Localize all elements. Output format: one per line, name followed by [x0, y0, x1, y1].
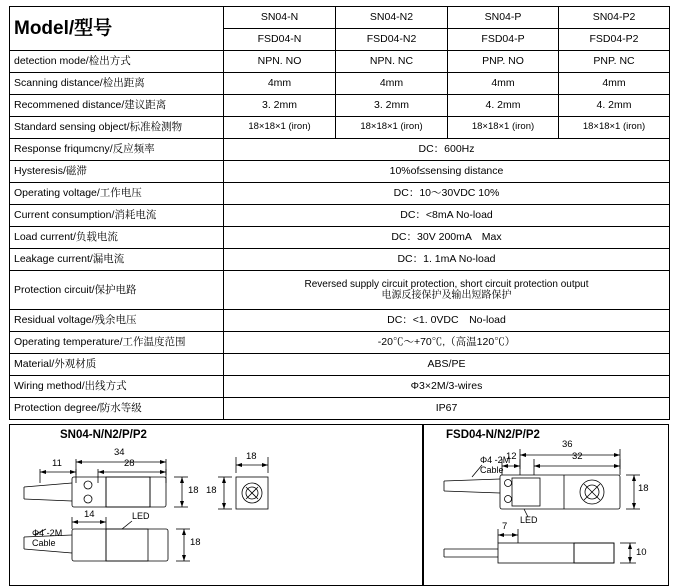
- table-row: [10, 271, 670, 310]
- table-row: [10, 117, 670, 139]
- row-label: Scanning distance/检出距离: [10, 73, 224, 95]
- row-value: DC：30V 200mA Max: [224, 227, 670, 249]
- model-column-1-bottom: FSD04-N: [224, 29, 336, 51]
- drawing-title-fsd04: FSD04-N/N2/P/P2: [446, 429, 540, 441]
- row-value: 18×18×1 (iron): [224, 117, 336, 139]
- model-column-4-bottom: FSD04-P2: [559, 29, 670, 51]
- dimension-18-top: 18: [246, 451, 257, 462]
- row-label: Current consumption/消耗电流: [10, 205, 224, 227]
- row-value: NPN. NC: [336, 51, 448, 73]
- row-label: Material/外观材质: [10, 354, 224, 376]
- table-row-model: [10, 7, 670, 29]
- row-label: detection mode/检出方式: [10, 51, 224, 73]
- datasheet-page: [0, 6, 678, 558]
- row-label: Residual voltage/残余电压: [10, 310, 224, 332]
- row-value: 4mm: [336, 73, 448, 95]
- row-value: 10%of≤sensing distance: [224, 161, 670, 183]
- model-label: Model/型号: [10, 7, 224, 51]
- row-value: IP67: [224, 398, 670, 420]
- row-label: Response friqumcny/反应频率: [10, 139, 224, 161]
- table-row: [10, 310, 670, 332]
- row-value: 4mm: [559, 73, 670, 95]
- row-value: [224, 271, 670, 310]
- row-value: 4. 2mm: [448, 95, 559, 117]
- drawing-panel-fsd04: [423, 424, 669, 586]
- model-column-3-top: SN04-P: [448, 7, 559, 29]
- dimension-32: 32: [572, 451, 583, 462]
- row-label: Recommened distance/建议距离: [10, 95, 224, 117]
- table-row: [10, 161, 670, 183]
- dimension-18-lower: 18: [190, 537, 201, 548]
- row-value: -20℃～+70℃,（高温120℃）: [224, 332, 670, 354]
- table-row: [10, 51, 670, 73]
- dimension-18-face: 18: [206, 485, 217, 496]
- drawing-area: [9, 424, 669, 586]
- table-row: [10, 205, 670, 227]
- table-row: [10, 95, 670, 117]
- row-value: DC：1. 1mA No-load: [224, 249, 670, 271]
- dimension-11: 11: [52, 458, 62, 469]
- row-label: Wiring method/出线方式: [10, 376, 224, 398]
- row-value: 4. 2mm: [559, 95, 670, 117]
- table-row: [10, 249, 670, 271]
- row-label: Protection degree/防水等级: [10, 398, 224, 420]
- model-column-4-top: SN04-P2: [559, 7, 670, 29]
- row-value: Φ3×2M/3-wires: [224, 376, 670, 398]
- dimension-10: 10: [636, 547, 647, 558]
- model-column-1-top: SN04-N: [224, 7, 336, 29]
- row-label: Leakage current/漏电流: [10, 249, 224, 271]
- drawing-panel-sn04: [9, 424, 423, 586]
- row-label: Operating voltage/工作电压: [10, 183, 224, 205]
- row-value: NPN. NO: [224, 51, 336, 73]
- row-value: 18×18×1 (iron): [336, 117, 448, 139]
- table-row: [10, 183, 670, 205]
- row-label: Standard sensing object/标准检测物: [10, 117, 224, 139]
- row-value: 4mm: [224, 73, 336, 95]
- dimension-28: 28: [124, 458, 135, 469]
- table-row: [10, 73, 670, 95]
- led-label: LED: [132, 511, 150, 521]
- row-value: DC：600Hz: [224, 139, 670, 161]
- drawing-svg-sn04: [10, 425, 424, 587]
- dimension-34: 34: [114, 447, 125, 458]
- row-label: Operating temperature/工作温度范围: [10, 332, 224, 354]
- drawing-svg-fsd04: [424, 425, 670, 587]
- dimension-18: 18: [638, 483, 649, 494]
- row-label: Load current/负载电流: [10, 227, 224, 249]
- dimension-14: 14: [84, 509, 95, 520]
- row-value: 3. 2mm: [336, 95, 448, 117]
- cable-label-line2: Cable: [32, 538, 56, 548]
- row-label: Hysteresis/磁滞: [10, 161, 224, 183]
- row-value: 18×18×1 (iron): [448, 117, 559, 139]
- row-value: 4mm: [448, 73, 559, 95]
- table-row: [10, 376, 670, 398]
- table-row: [10, 139, 670, 161]
- row-value: PNP. NC: [559, 51, 670, 73]
- row-value: 3. 2mm: [224, 95, 336, 117]
- model-column-2-top: SN04-N2: [336, 7, 448, 29]
- protection-line-1: Reversed supply circuit protection, short circuit protection output: [304, 278, 589, 290]
- specification-table: [9, 6, 670, 420]
- row-value: ABS/PE: [224, 354, 670, 376]
- led-label: LED: [520, 515, 538, 525]
- model-column-3-bottom: FSD04-P: [448, 29, 559, 51]
- protection-line-2: 电源反接保护及输出短路保护: [381, 290, 512, 301]
- dimension-7: 7: [502, 521, 508, 532]
- cable-label-line2: Cable: [480, 465, 504, 475]
- row-value: DC：<8mA No-load: [224, 205, 670, 227]
- table-row: [10, 398, 670, 420]
- dimension-18-side: 18: [188, 485, 199, 496]
- row-value: DC：<1. 0VDC No-load: [224, 310, 670, 332]
- row-value: DC：10～30VDC 10%: [224, 183, 670, 205]
- table-row: [10, 332, 670, 354]
- row-label: Protection circuit/保护电路: [10, 271, 224, 310]
- dimension-36: 36: [562, 439, 573, 450]
- cable-label-line1: Φ4 -2M: [480, 455, 511, 465]
- model-column-2-bottom: FSD04-N2: [336, 29, 448, 51]
- drawing-title-sn04: SN04-N/N2/P/P2: [60, 429, 147, 441]
- row-value: 18×18×1 (iron): [559, 117, 670, 139]
- cable-label-line1: Φ4 -2M: [32, 528, 63, 538]
- table-row: [10, 354, 670, 376]
- dimension-12: 12: [506, 451, 517, 462]
- table-row: [10, 227, 670, 249]
- row-value: PNP. NO: [448, 51, 559, 73]
